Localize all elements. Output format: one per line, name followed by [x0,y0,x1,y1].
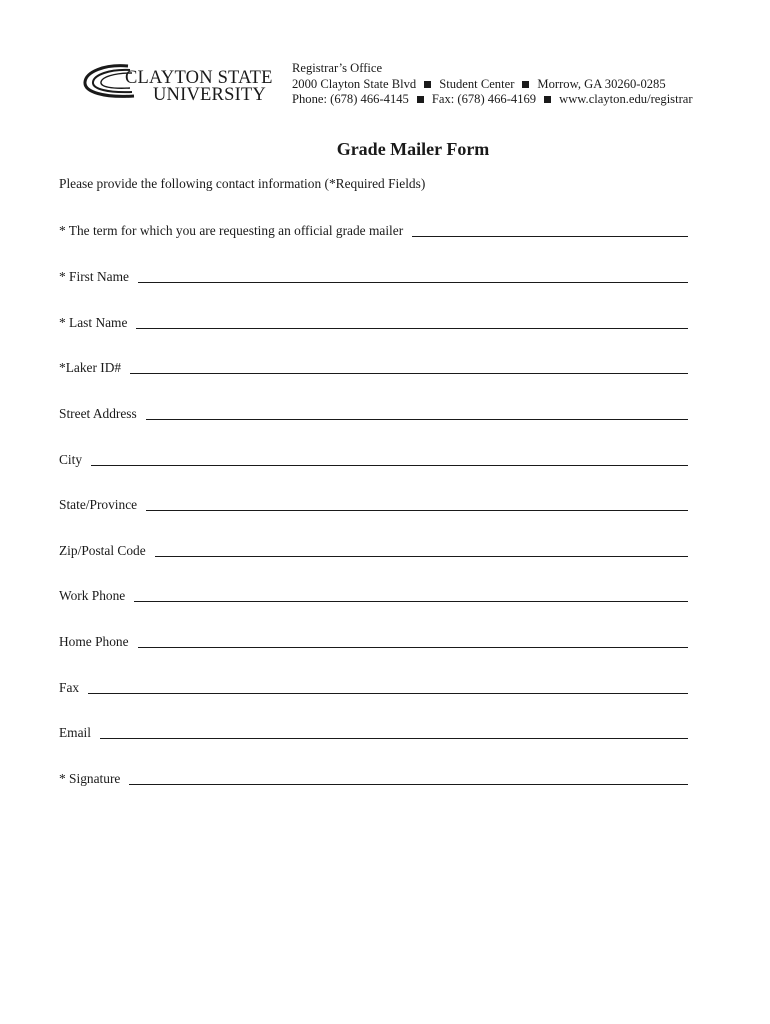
city-input-line[interactable] [91,452,688,466]
work-phone-field [59,586,688,604]
laker-id-label: *Laker ID# [59,360,122,375]
logo-line-1: CLAYTON STATE [125,68,273,88]
email-input-line[interactable] [100,725,688,739]
logo-line-2: UNIVERSITY [153,85,266,105]
office-contact [292,92,693,108]
office-website: www.clayton.edu/registrar [559,92,693,106]
first-name-label: * First Name [59,269,129,284]
term-field [59,221,688,239]
zip-postal-code-label: Zip/Postal Code [59,543,146,558]
state-province-field [59,495,688,513]
address-building: Student Center [439,76,515,91]
clayton-state-logo [82,58,273,108]
first-name-input-line[interactable] [138,269,688,283]
last-name-field [59,313,688,331]
bullet-square-icon [424,81,431,88]
signature-label: * Signature [59,771,121,786]
office-name: Registrar’s Office [292,61,383,75]
term-input-line[interactable] [412,223,688,237]
logo-wordmark [125,70,273,104]
form-title: Grade Mailer Form [336,139,490,159]
fax-label: Fax [59,680,80,695]
email-label: Email [59,725,91,740]
last-name-input-line[interactable] [136,315,688,329]
work-phone-input-line[interactable] [134,588,688,602]
fax-field [59,678,688,696]
state-province-label: State/Province [59,497,138,512]
laker-id-input-line[interactable] [130,360,688,374]
office-fax: Fax: (678) 466-4169 [431,92,537,106]
office-phone: Phone: (678) 466-4145 [292,92,409,106]
city-field [59,450,688,468]
home-phone-input-line[interactable] [138,634,688,648]
work-phone-label: Work Phone [59,588,126,603]
address-street: 2000 Clayton State Blvd [292,76,417,91]
zip-postal-code-input-line[interactable] [155,543,688,557]
street-address-field [59,404,688,422]
office-address [292,77,693,93]
zip-postal-code-field [59,541,688,559]
home-phone-field [59,632,688,650]
registrar-office-info [292,61,693,108]
email-field [59,723,688,741]
last-name-label: * Last Name [59,315,128,330]
first-name-field [59,267,688,285]
bullet-square-icon [417,96,424,103]
city-label: City [59,452,83,467]
street-address-label: Street Address [59,406,137,421]
term-label: * The term for which you are requesting an official grade mailer [59,223,404,238]
form-instructions: Please provide the following contact information (*Required Fields) [59,176,426,191]
address-city: Morrow, GA 30260-0285 [537,76,666,91]
bullet-square-icon [544,96,551,103]
signature-input-line[interactable] [129,771,688,785]
state-province-input-line[interactable] [146,497,688,511]
signature-field [59,769,688,787]
bullet-square-icon [522,81,529,88]
home-phone-label: Home Phone [59,634,129,649]
fax-input-line[interactable] [88,680,688,694]
laker-id-field [59,358,688,376]
street-address-input-line[interactable] [146,406,688,420]
